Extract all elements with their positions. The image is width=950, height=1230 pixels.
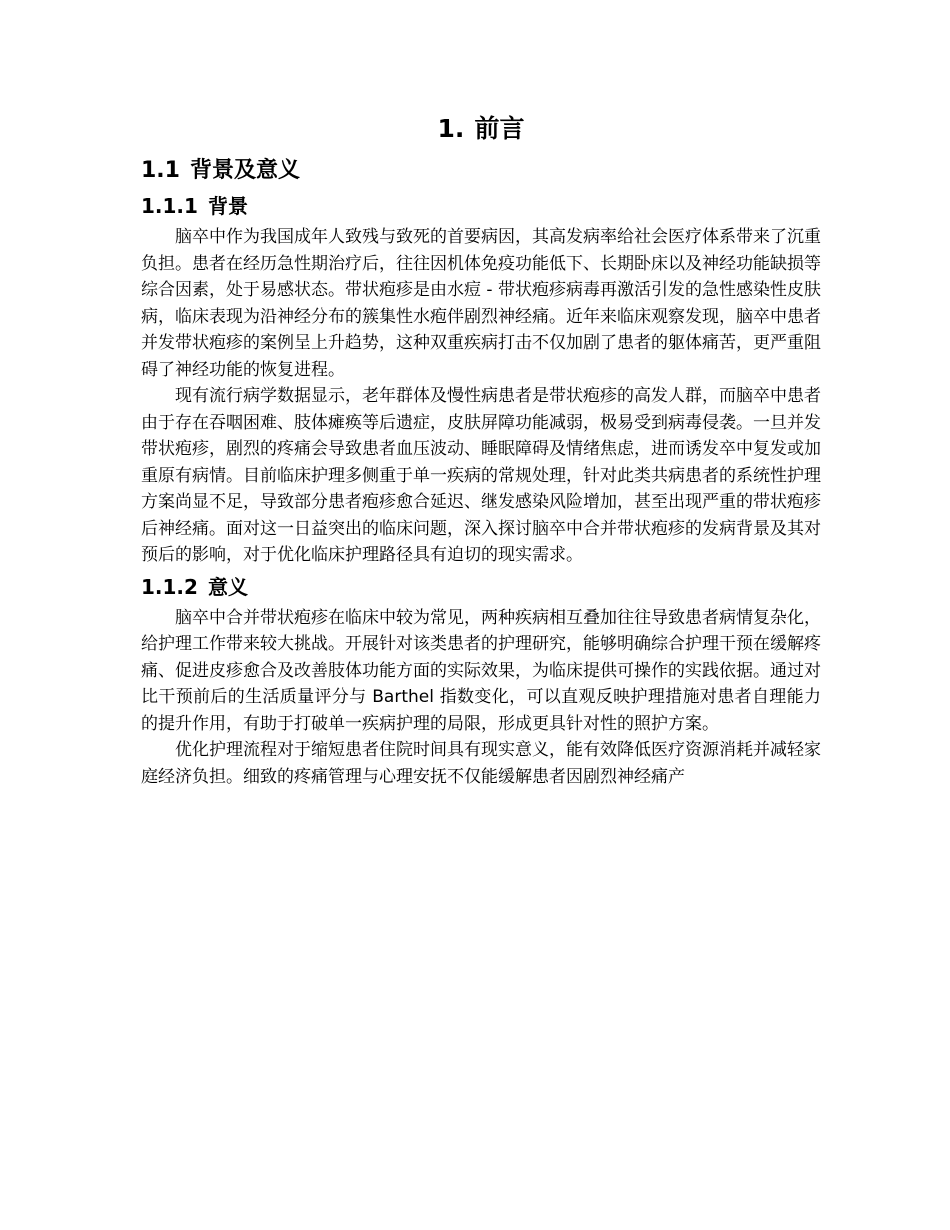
subsection-number: 1.1.2 xyxy=(141,574,198,599)
document-page xyxy=(141,112,821,790)
chapter-heading xyxy=(141,112,821,146)
paragraph: 现有流行病学数据显示，老年群体及慢性病患者是带状疱疹的高发人群，而脑卒中患者由于存在吞咽困难、肢体瘫痪等后遗症，皮肤屏障功能减弱，极易受到病毒侵袭。一旦并发带状疱疹，剧烈的疼痛会导致患者血压波动、睡眠障碍及情绪焦虑，进而诱发卒中复发或加重原有病情。目前临床护理多侧重于单一疾病的常规处理，针对此类共病患者的系统性护理方案尚显不足，导致部分患者疱疹愈合延迟、继发感染风险增加，甚至出现严重的带状疱疹后神经痛。面对这一日益突出的临床问题，深入探讨脑卒中合并带状疱疹的发病背景及其对预后的影响，对于优化临床护理路径具有迫切的现实需求。 xyxy=(141,386,821,565)
subsection-heading-background xyxy=(141,192,821,220)
paragraph: 脑卒中作为我国成年人致残与致死的首要病因，其高发病率给社会医疗体系带来了沉重负担。患者在经历急性期治疗后，往往因机体免疫功能低下、长期卧床以及神经功能缺损等综合因素，处于易感状态。带状疱疹是由水痘 - 带状疱疹病毒再激活引发的急性感染性皮肤病，临床表现为沿神经分布的簇集性水疱伴剧烈神经痛。近年来临床观察发现，脑卒中患者并发带状疱疹的案例呈上升趋势，这种双重疾病打击不仅加剧了患者的躯体痛苦，更严重阻碍了神经功能的恢复进程。 xyxy=(141,227,821,380)
subsection-heading-significance xyxy=(141,573,821,601)
section-number: 1.1 xyxy=(141,158,180,183)
section-heading xyxy=(141,156,821,186)
paragraph: 脑卒中合并带状疱疹在临床中较为常见，两种疾病相互叠加往往导致患者病情复杂化，给护理工作带来较大挑战。开展针对该类患者的护理研究，能够明确综合护理干预在缓解疼痛、促进皮疹愈合及改善肢体功能方面的实际效果，为临床提供可操作的实践依据。通过对比干预前后的生活质量评分与 Barthel 指数变化，可以直观反映护理措施对患者自理能力的提升作用，有助于打破单一疾病护理的局限，形成更具针对性的照护方案。 xyxy=(141,607,821,734)
subsection-title: 背景 xyxy=(207,194,248,218)
chapter-title: 前言 xyxy=(474,114,525,143)
paragraph: 优化护理流程对于缩短患者住院时间具有现实意义，能有效降低医疗资源消耗并减轻家庭经济负担。细致的疼痛管理与心理安抚不仅能缓解患者因剧烈神经痛产 xyxy=(141,740,821,787)
chapter-number: 1. xyxy=(437,114,465,143)
section-title: 背景及意义 xyxy=(189,158,300,183)
subsection-title: 意义 xyxy=(207,574,248,599)
subsection-number: 1.1.1 xyxy=(141,194,198,218)
